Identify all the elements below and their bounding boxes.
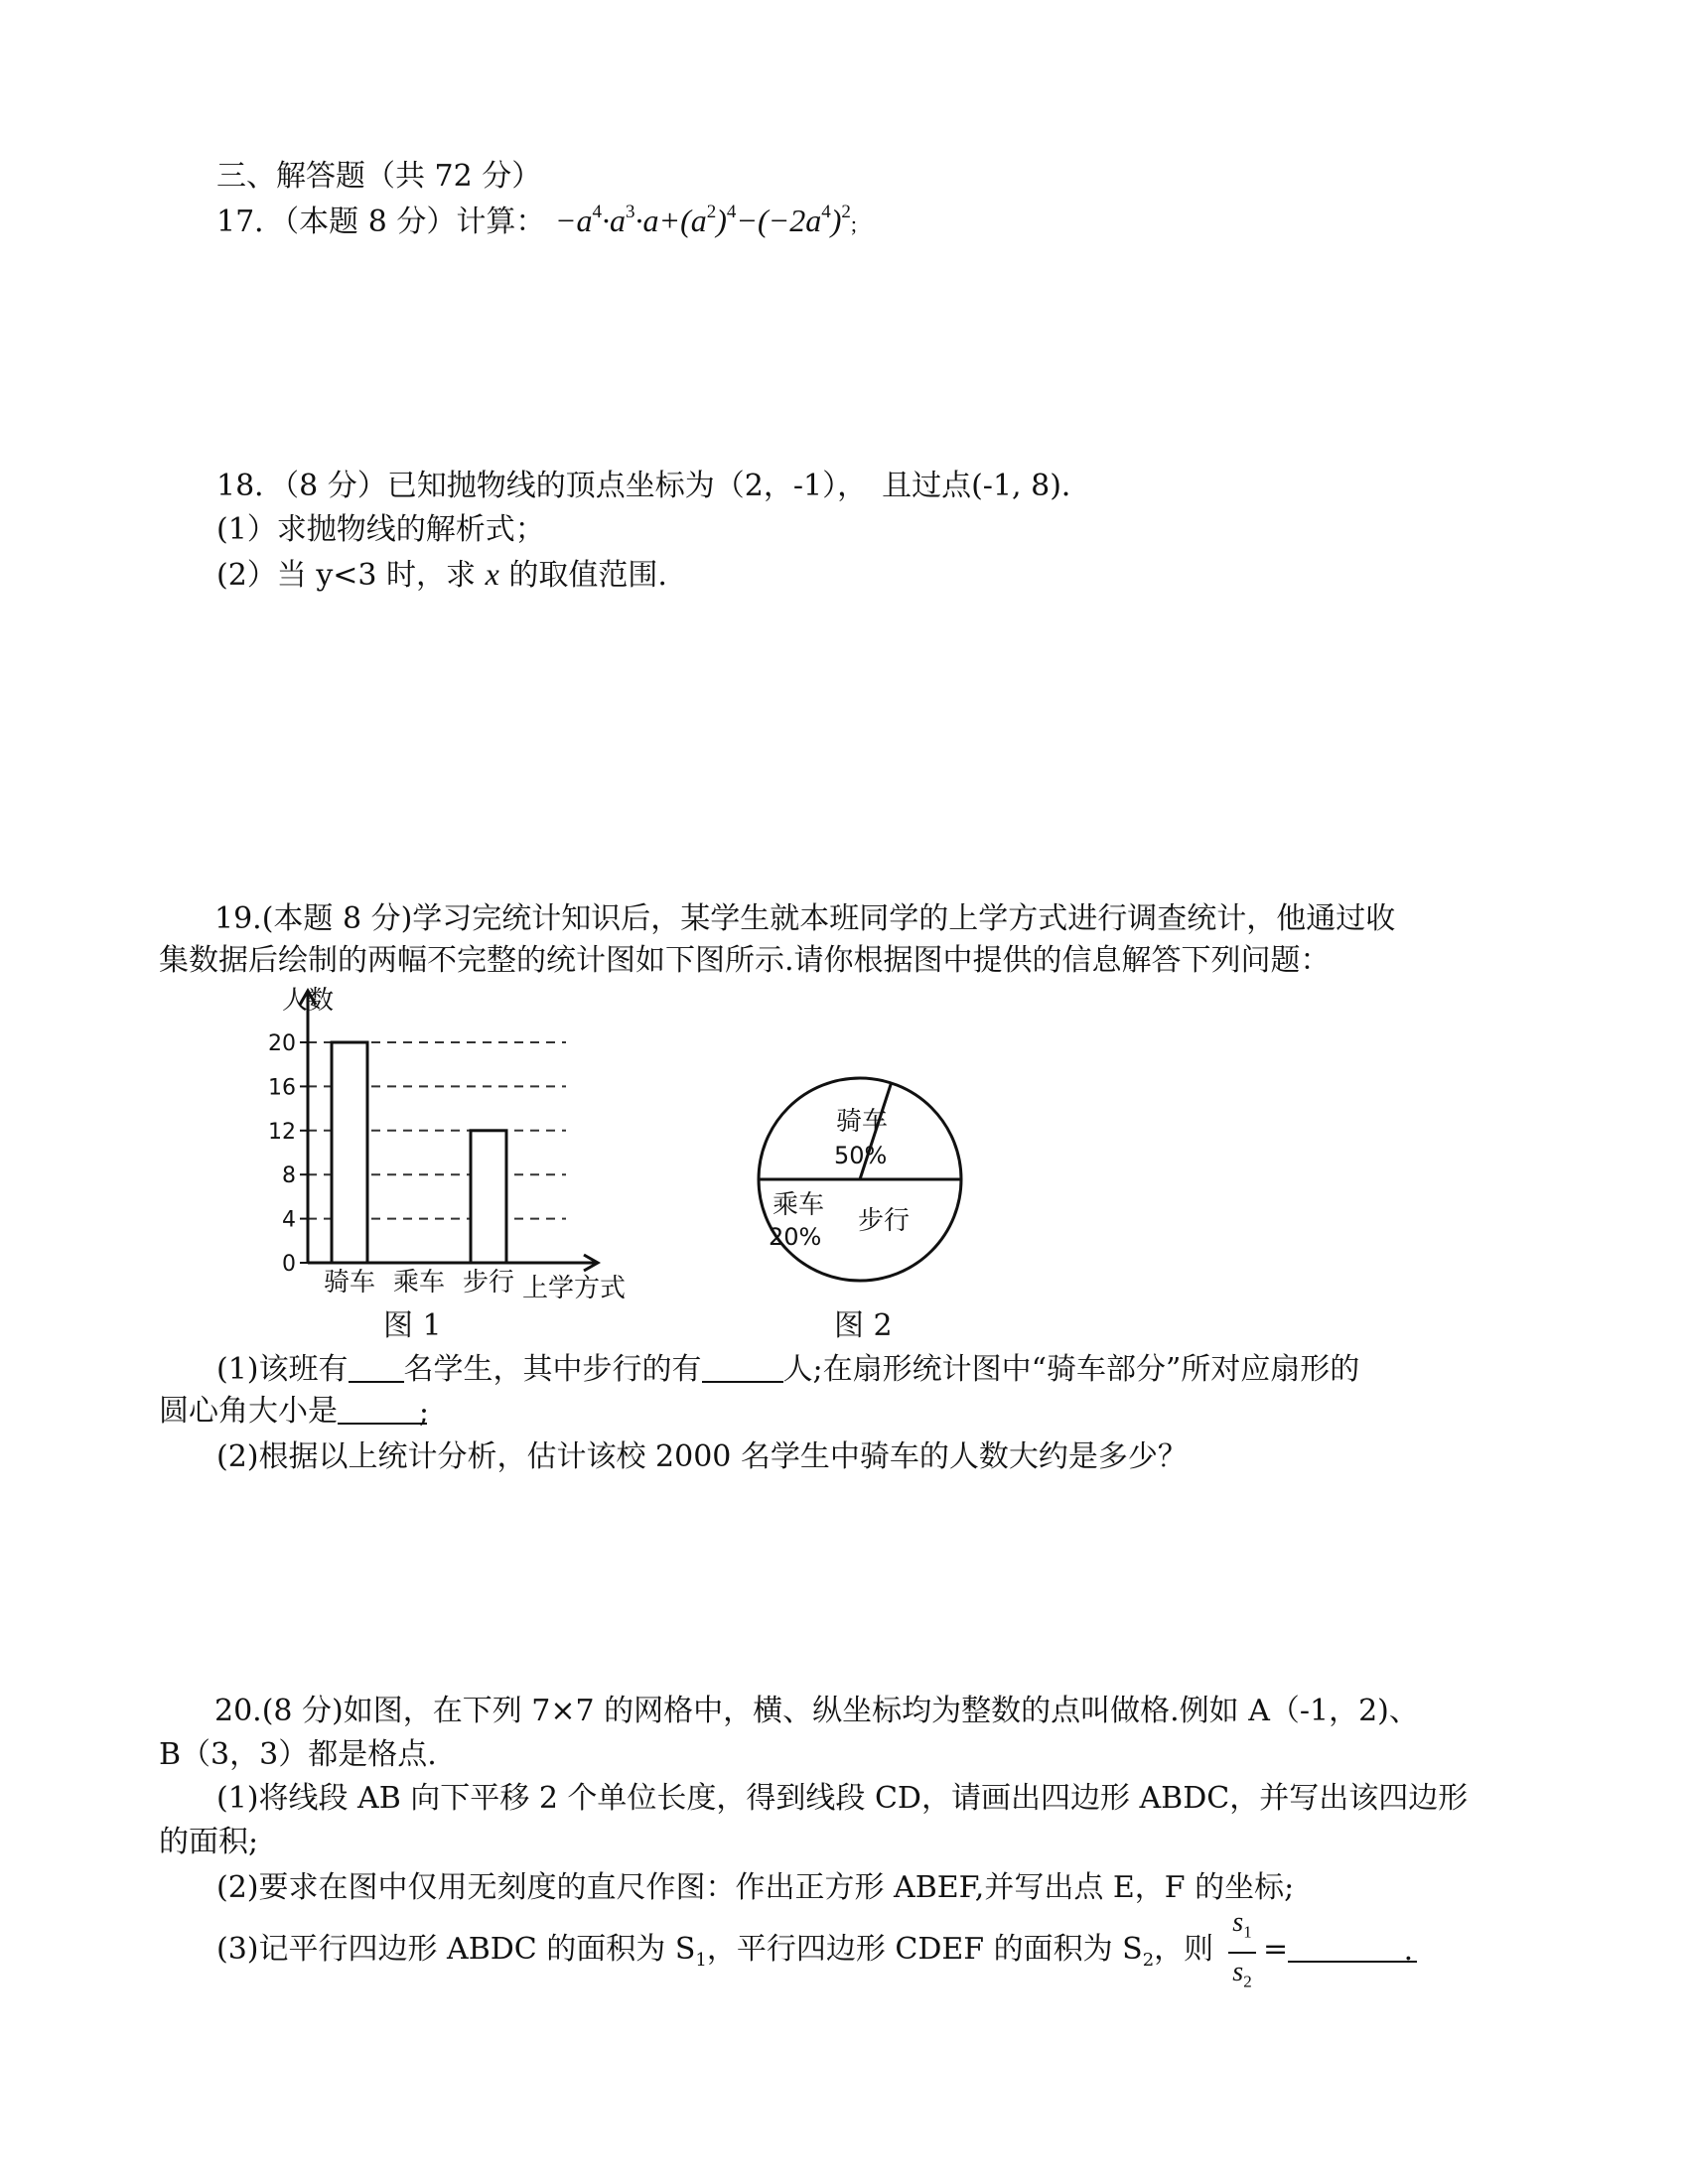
bar-y-tick-20: 20	[268, 1031, 296, 1056]
bar-category-3: 步行	[462, 1268, 515, 1297]
bar-category-labels	[324, 1268, 514, 1297]
question-20-stem-2: B（3，3）都是格点.	[159, 1737, 437, 1772]
question-19-stem-1: 19.(本题 8 分)学习完统计知识后，某学生就本班同学的上学方式进行调查统计，他通过收	[214, 901, 1396, 936]
bar-category-1: 骑车	[323, 1268, 376, 1297]
question-19-stem-2: 集数据后绘制的两幅不完整的统计图如下图所示.请你根据图中提供的信息解答下列问题：	[159, 943, 1331, 978]
question-17	[216, 201, 857, 244]
answer-blank-angle[interactable]: ;	[338, 1393, 427, 1425]
fraction-bar	[1228, 1952, 1256, 1954]
question-20-stem-1: 20.(8 分)如图，在下列 7×7 的网格中，横、纵坐标均为整数的点叫做格.例如 A（-1，2)、	[214, 1694, 1419, 1728]
q17-prefix: 17．（本题 8 分）计算：	[216, 205, 546, 239]
question-20-part1-line2: 的面积;	[159, 1825, 259, 1859]
bar-y-tick-8: 8	[282, 1163, 296, 1189]
bar-y-tick-16: 16	[268, 1075, 296, 1101]
answer-blank-walkers[interactable]	[702, 1351, 783, 1383]
fraction-numerator: $s_1$	[1232, 1907, 1252, 1942]
bar-y-axis-label: 人数	[282, 986, 335, 1016]
pie-pct-ride-bike: 50%	[834, 1142, 888, 1169]
question-20-part3: (3)记平行四边形 ABDC 的面积为 $S_1$，平行四边形 CDEF 的面积为 $S_2$，则	[216, 1932, 1214, 1971]
figure-1-caption: 图 1	[383, 1308, 442, 1343]
pie-pct-take-bus: 20%	[769, 1223, 822, 1251]
bar-category-2: 乘车	[392, 1268, 446, 1297]
bar-x-axis-label: 上学方式	[522, 1274, 627, 1300]
answer-blank-students[interactable]	[349, 1351, 404, 1383]
section-title: 三、解答题（共 72 分）	[216, 159, 542, 194]
pie-label-walk: 步行	[858, 1206, 911, 1236]
question-18-part1: (1）求抛物线的解析式；	[216, 512, 545, 547]
bar-1	[332, 1042, 367, 1263]
ratio-fraction	[1228, 1908, 1256, 1996]
question-19-part2: (2)根据以上统计分析，估计该校 2000 名学生中骑车的人数大约是多少？	[216, 1439, 1188, 1474]
question-20-part2: (2)要求在图中仅用无刻度的直尺作图：作出正方形 ABEF,并写出点 E，F 的坐标;	[216, 1870, 1295, 1905]
bar-y-tick-0: 0	[282, 1252, 296, 1277]
pie-chart	[751, 1070, 969, 1289]
question-20-answer: = .	[1263, 1930, 1417, 1970]
figure-2-caption: 图 2	[834, 1308, 893, 1343]
bar-3	[471, 1131, 506, 1263]
question-19-part1-line2: 圆心角大小是 ;	[159, 1394, 429, 1430]
bar-chart	[232, 983, 649, 1300]
pie-label-ride-bike: 骑车	[836, 1107, 889, 1137]
question-20-part1-line1: (1)将线段 AB 向下平移 2 个单位长度，得到线段 CD，请画出四边形 ABDC，并写出该四边形	[216, 1781, 1469, 1816]
bar-y-ticks	[268, 1031, 308, 1277]
bar-bars	[332, 1042, 506, 1263]
pie-label-take-bus: 乘车	[773, 1190, 825, 1220]
question-18-part2: (2）当 y<3 时，求 x 的取值范围.	[216, 556, 667, 593]
question-18-stem: 18．（8 分）已知抛物线的顶点坐标为（2，-1）， 且过点(-1, 8)．	[216, 469, 1091, 503]
question-19-part1-line1: (1)该班有 名学生，其中步行的有 人;在扇形统计图中“骑车部分”所对应扇形的	[216, 1352, 1360, 1387]
answer-blank-ratio[interactable]: .	[1288, 1931, 1417, 1963]
bar-y-tick-4: 4	[282, 1207, 296, 1233]
bar-y-tick-12: 12	[268, 1119, 296, 1145]
q17-expression: $-a^4\cdot a^3\cdot a+(a^2)^4-(-2a^4)^2$;	[554, 202, 858, 238]
fraction-denominator: $s_2$	[1232, 1956, 1252, 1991]
